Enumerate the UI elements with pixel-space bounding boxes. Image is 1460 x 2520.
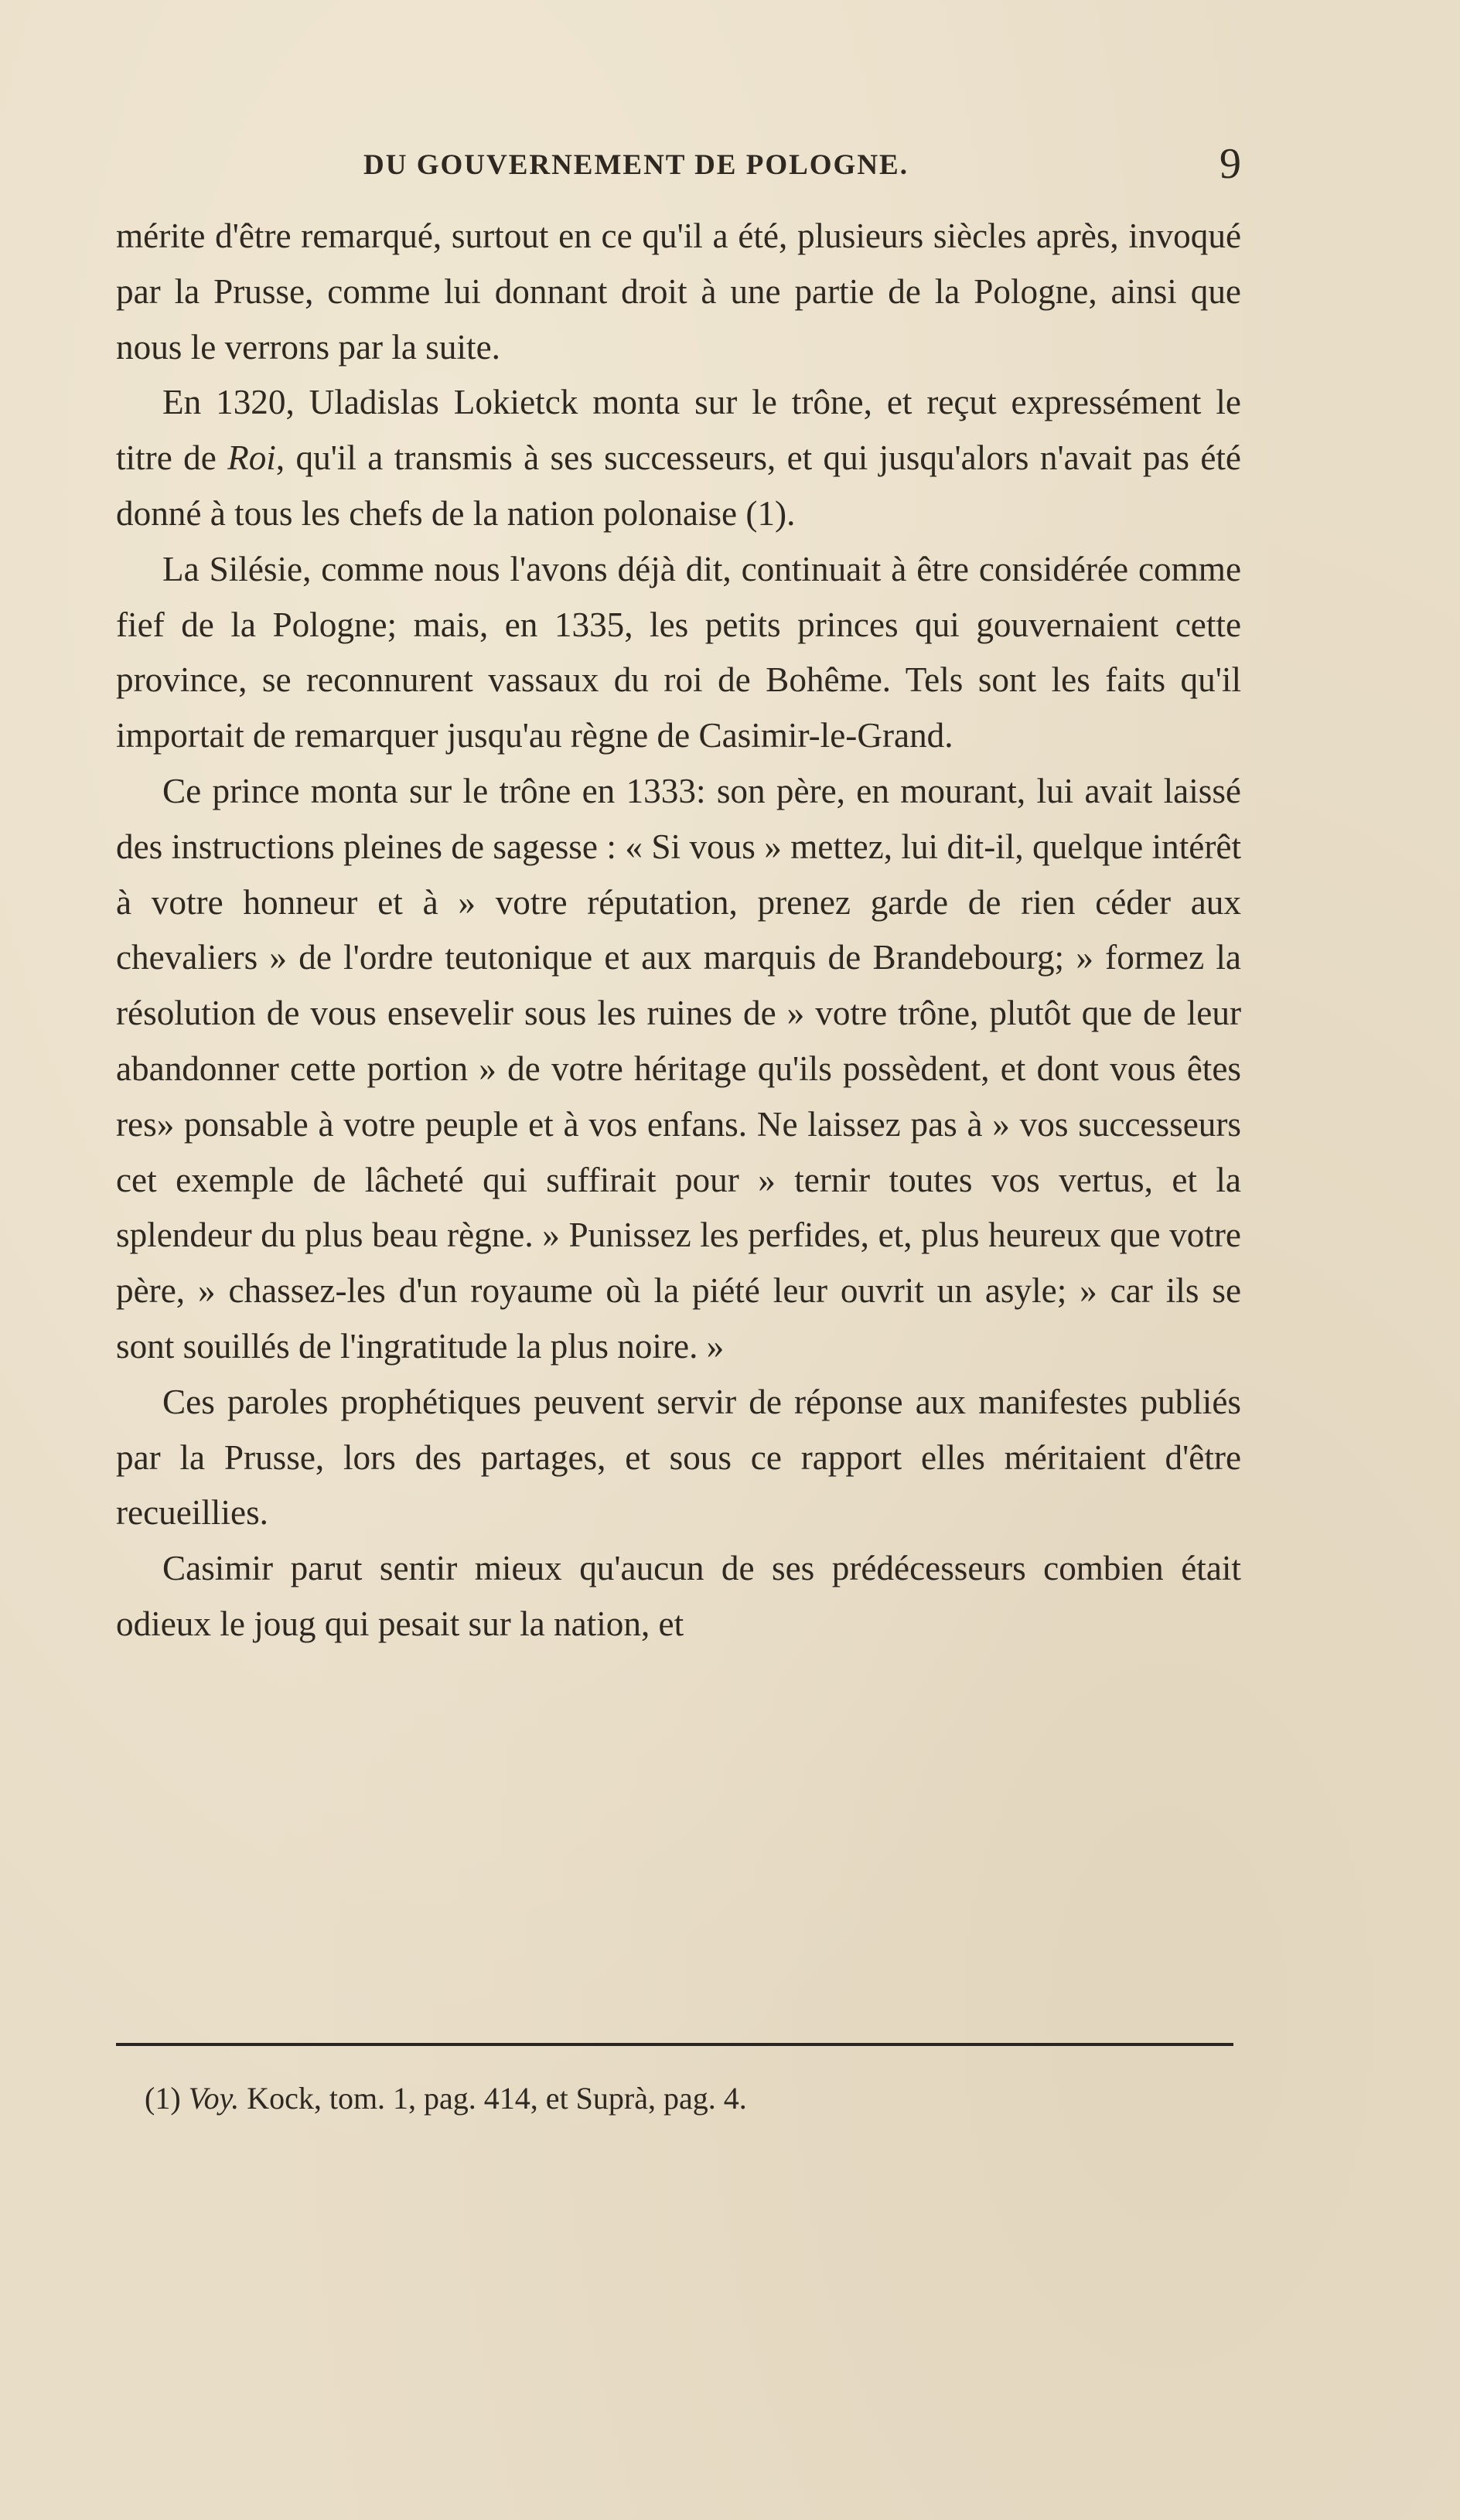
- paragraph-5: Ces paroles prophétiques peuvent servir de réponse aux manifestes publiés par la Prusse, lors des partages, et sous ce rapport elles méritaient d'être recueillies.: [116, 1382, 1241, 1533]
- footnote-italic: Voy.: [188, 2081, 240, 2116]
- footnote-text: Kock, tom. 1, pag. 414, et Suprà, pag. 4.: [239, 2081, 747, 2116]
- page-number: 9: [1220, 140, 1241, 188]
- footnote-marker: (1): [145, 2081, 189, 2116]
- paragraph-2-end: , qu'il a transmis à ses successeurs, et qui jusqu'alors n'avait pas été donné à tous les chefs de la nation polonaise (1).: [116, 438, 1241, 533]
- running-title: DU GOUVERNEMENT DE POLOGNE.: [363, 149, 909, 181]
- paragraph-6: Casimir parut sentir mieux qu'aucun de ses prédécesseurs combien était odieux le joug qui pesait sur la nation, et: [116, 1549, 1241, 1643]
- paragraph-2-start: En 1320, Uladislas Lokietck monta sur le trône, et reçut expressément le titre de: [116, 383, 1241, 478]
- paragraph-3: La Silésie, comme nous l'avons déjà dit, continuait à être considérée comme fief de la Pologne; mais, en 1335, les petits princes qui gouvernaient cette province, se reconnurent vassaux du roi de Bohême. Tels sont les faits qu'il importait de remarquer jusqu'au règne de Casimir-le-Grand.: [116, 549, 1241, 755]
- running-head: [116, 139, 1241, 209]
- footnote-rule: [116, 2043, 1233, 2046]
- paragraph-4: Ce prince monta sur le trône en 1333: son père, en mourant, lui avait laissé des instructions pleines de sagesse : « Si vous » mettez, lui dit-il, quelque intérêt à votre honneur et à » votre réputation, prenez garde de rien céder aux chevaliers » de l'ordre teutonique et aux marquis de Brandebourg; » formez la résolution de vous ensevelir sous les ruines de » votre trône, plutôt que de leur abandonner cette portion » de votre héritage qu'ils possèdent, et dont vous êtes res» ponsable à votre peuple et à vos enfans. Ne laissez pas à » vos successeurs cet exemple de lâcheté qui suffirait pour » ternir toutes vos vertus, et la splendeur du plus beau règne. » Punissez les perfides, et, plus heureux que votre père, » chassez-les d'un royaume où la piété leur ouvrit un asyle; » car ils se sont souillés de l'ingratitude la plus noire. »: [116, 771, 1241, 1366]
- footnote: [145, 2080, 747, 2116]
- italic-roi: Roi: [227, 438, 276, 478]
- paragraph-2: [116, 375, 1241, 541]
- paragraph-1: mérite d'être remarqué, surtout en ce qu'il a été, plusieurs siècles après, invoqué par la Prusse, comme lui donnant droit à une partie de la Pologne, ainsi que nous le verrons par la suite.: [116, 217, 1241, 367]
- body-text: [116, 209, 1241, 1652]
- text-block: [116, 139, 1241, 1652]
